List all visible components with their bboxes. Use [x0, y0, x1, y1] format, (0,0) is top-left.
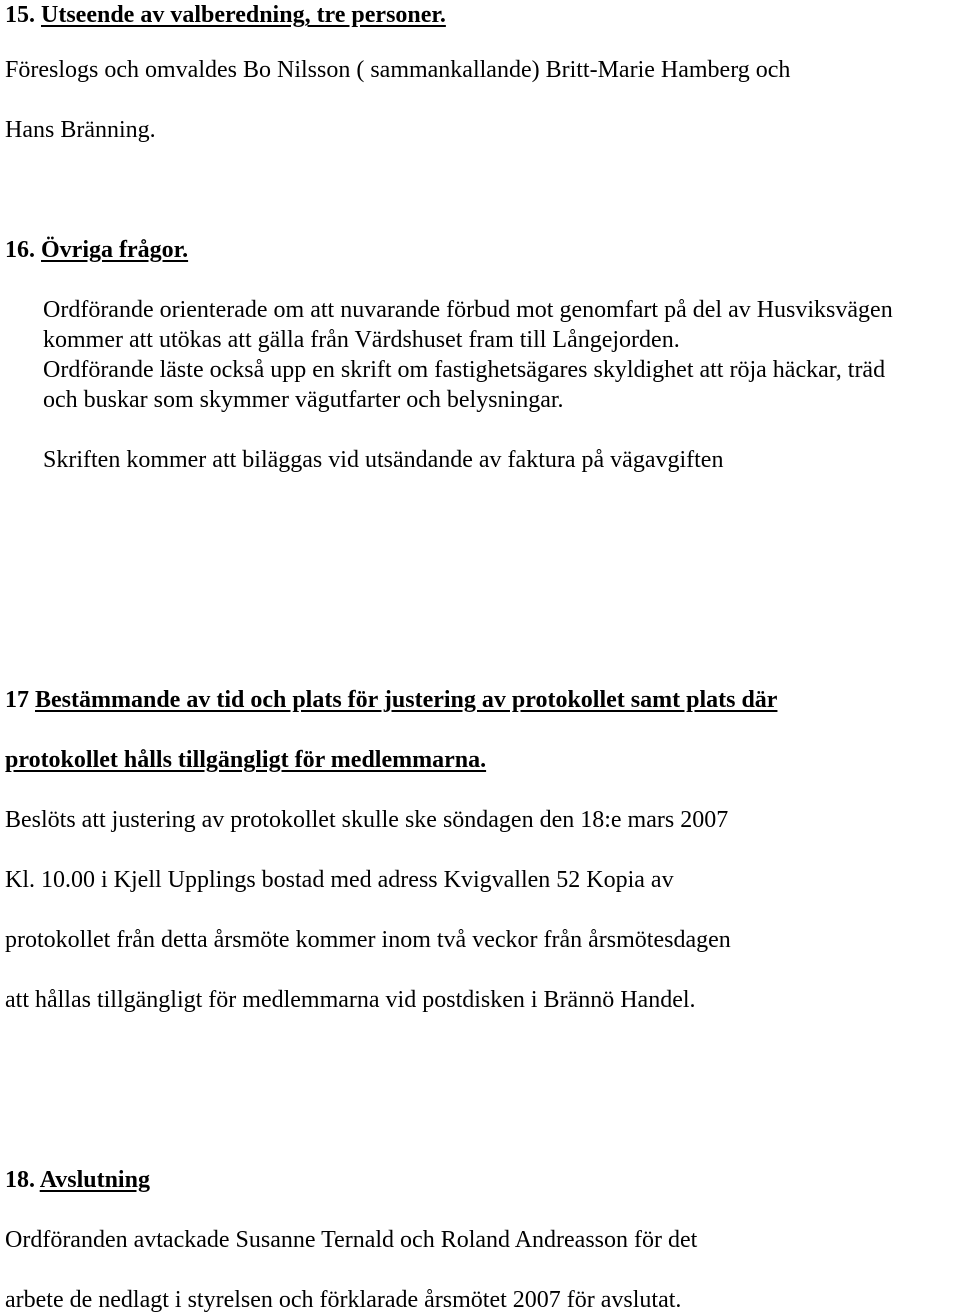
section-title: Bestämmande av tid och plats för justering av protokollet samt plats där — [35, 687, 778, 713]
paragraph-line: Ordföranden avtackade Susanne Ternald och Roland Andreasson för det — [5, 1227, 698, 1253]
section-15-heading — [5, 0, 446, 30]
section-number: 16. — [5, 237, 35, 263]
section-title: protokollet hålls tillgängligt för medlemmarna. — [5, 747, 487, 773]
section-title: Utseende av valberedning, tre personer. — [41, 2, 446, 28]
section-17-heading — [5, 685, 777, 715]
section-title: Övriga frågor. — [41, 237, 189, 263]
section-18-heading — [5, 1165, 150, 1195]
section-16-heading — [5, 235, 188, 265]
paragraph-line: Kl. 10.00 i Kjell Upplings bostad med adress Kvigvallen 52 Kopia av — [5, 867, 674, 893]
paragraph-line: arbete de nedlagt i styrelsen och förklarade årsmötet 2007 för avslutat. — [5, 1287, 682, 1313]
paragraph-line: kommer att utökas att gälla från Värdshuset fram till Långejorden. — [43, 327, 680, 353]
paragraph-line: protokollet från detta årsmöte kommer inom två veckor från årsmötesdagen — [5, 927, 731, 953]
paragraph-line: Ordförande läste också upp en skrift om fastighetsägares skyldighet att röja häckar, träd — [43, 357, 886, 383]
paragraph-line: att hållas tillgängligt för medlemmarna vid postdisken i Brännö Handel. — [5, 987, 696, 1013]
paragraph-line: Ordförande orienterade om att nuvarande förbud mot genomfart på del av Husviksvägen — [43, 297, 893, 323]
paragraph-line: Beslöts att justering av protokollet skulle ske söndagen den 18:e mars 2007 — [5, 807, 729, 833]
section-number: 17 — [5, 687, 29, 713]
section-number: 18. — [5, 1167, 35, 1193]
paragraph-line: Föreslogs och omvaldes Bo Nilsson ( sammankallande) Britt-Marie Hamberg och — [5, 57, 791, 83]
paragraph-line: Skriften kommer att biläggas vid utsändande av faktura på vägavgiften — [43, 447, 724, 473]
section-17-heading-continued — [5, 745, 486, 775]
paragraph-line: Hans Bränning. — [5, 117, 156, 143]
section-number: 15. — [5, 2, 35, 28]
paragraph-line: och buskar som skymmer vägutfarter och belysningar. — [43, 387, 564, 413]
section-title: Avslutning — [39, 1167, 150, 1193]
